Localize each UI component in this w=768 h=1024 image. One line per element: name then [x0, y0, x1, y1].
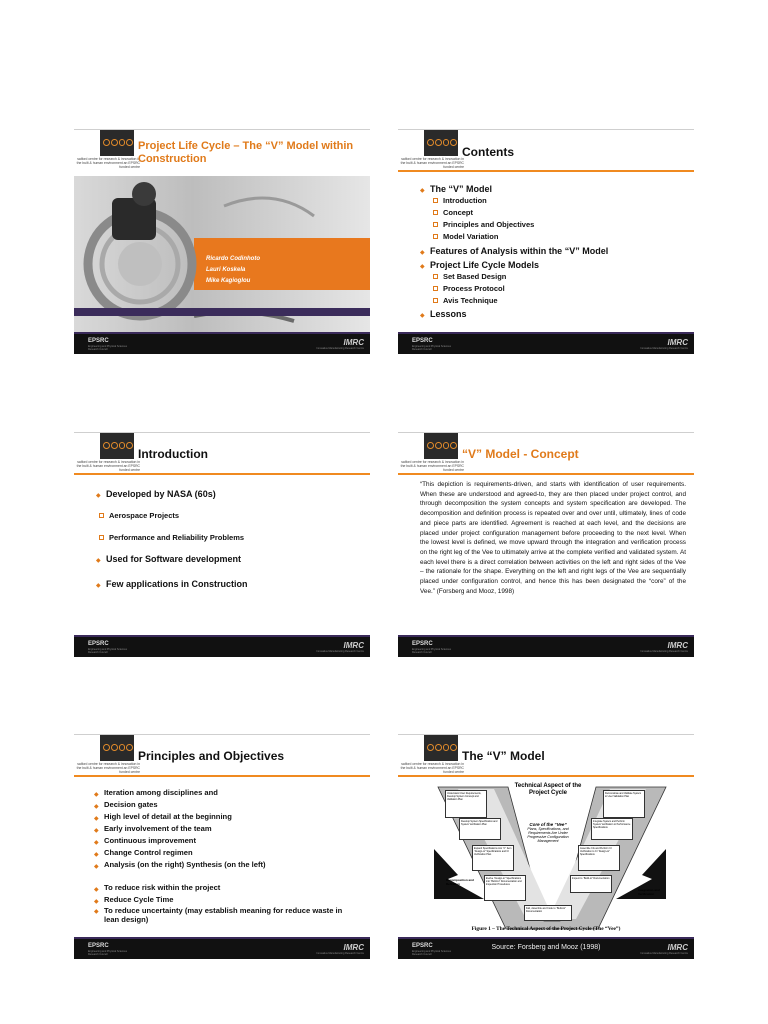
slide-footer	[74, 332, 370, 354]
sub-list-item: Set Based Design	[430, 271, 690, 283]
intro-list	[96, 488, 366, 590]
core-subtitle: Plans, Specifications, and Requirements Are Under Progressive Configuration Management	[527, 827, 569, 843]
list-item: ◆ Change Control regimen	[94, 847, 359, 859]
header-divider	[74, 775, 370, 777]
logo-text: salford centre for research & innovation in the built & human environment an EPSRC funded centre	[400, 157, 464, 169]
imrc-subtitle: Innovative Manufacturing Research Centre	[640, 347, 688, 350]
list-item: ◆ To reduce risk within the project	[94, 882, 359, 894]
list-item	[420, 308, 690, 320]
epsrc-logo: EPSRC	[412, 338, 433, 344]
sub-list-item: Concept	[430, 207, 690, 219]
author-name: Lauri Koskela	[206, 267, 246, 273]
core-label	[520, 823, 576, 843]
slide-footer	[74, 937, 370, 959]
list-item: ◆ Used for Software development	[96, 553, 366, 565]
list-item: ◆ Continuous improvement	[94, 835, 359, 847]
v-left-box: Evolve “Design-to” Specifications into “Build-to” Documentation and Inspection Procedures	[484, 875, 526, 901]
sub-list-item: Avis Technique	[430, 295, 690, 307]
slide-footer	[74, 635, 370, 657]
footer-divider	[398, 332, 694, 334]
list-item: ◆ Iteration among disciplines and	[94, 787, 359, 799]
slide-title-text: Project Life Cycle – The “V” Model within Construction	[138, 140, 354, 165]
slide-title-text: Principles and Objectives	[138, 749, 285, 763]
footer-divider	[74, 937, 370, 939]
bullet-list	[96, 553, 366, 590]
v-right-box: Integrate System and Perform System Verification to Performance Specifications	[591, 818, 633, 840]
imrc-subtitle: Innovative Manufacturing Research Centre	[316, 952, 364, 955]
quote-paragraph: “This depiction is requirements-driven, and starts with identification of user requirements. When these are understood and agreed-to, they are then placed under project control, and through decomposition the system concepts and system specification are developed. The decomposition and definition process is repeated over and over until, ultimately, lines of code and piece parts are identified. Agreement is reached at each level, and the decisions are placed under project configuration management before proceeding to the next level. When the lowest level is defined, we move upward through the integration and verification process on the right leg of the Vee to ultimately arrive at the complete verified and validated system. At each level there is a direct correlation between activities on the left and right sides of the Vee – the rationale for the shape. Everything on the left and right legs of the Vee are sequentially placed under configuration control, and hence this has been designated the “core” of the Vee.” (Forsberg and Mooz, 1998)	[420, 481, 686, 595]
header-divider	[398, 775, 694, 777]
list-item-label: Features of Analysis within the “V” Model	[430, 246, 609, 256]
footer-divider	[398, 635, 694, 637]
epsrc-subtitle: Engineering and Physical Sciences Research Council	[412, 648, 452, 654]
slide-contents	[398, 129, 694, 354]
logo-icon	[427, 744, 457, 751]
v-left-box: Expand Specifications into “C” Item “Design-to” Specifications and CI Verification Plan	[472, 845, 514, 871]
integration-label: Integration and Verification	[638, 888, 660, 896]
logo-text: salford centre for research & innovation in the built & human environment an EPSRC funded centre	[400, 762, 464, 774]
imrc-subtitle: Innovative Manufacturing Research Centre	[316, 650, 364, 653]
sub-list	[430, 195, 690, 243]
bullet-list	[96, 488, 366, 500]
author-name: Ricardo Codinhoto	[206, 256, 260, 262]
v-right-box: Assemble CIs and Perform CI Verification to CI “Design-to” Specifications	[578, 845, 620, 871]
epsrc-subtitle: Engineering and Physical Sciences Research Council	[412, 345, 452, 351]
logo-icon	[427, 139, 457, 146]
contents-list	[420, 183, 690, 320]
sub-list	[430, 271, 690, 307]
list-item	[420, 245, 690, 257]
footer-divider	[398, 937, 694, 939]
slide-footer	[398, 937, 694, 959]
v-right-box: Inspect to “Build-to” Documentation	[570, 875, 612, 893]
list-item: ◆ Reduce Cycle Time	[94, 894, 359, 906]
slide-concept	[398, 432, 694, 657]
list-item: ◆ Analysis (on the right) Synthesis (on the left)	[94, 859, 359, 871]
logo-text: salford centre for research & innovation in the built & human environment an EPSRC funded centre	[76, 460, 140, 472]
list-item: ◆ Early involvement of the team	[94, 823, 359, 835]
footer-divider	[74, 635, 370, 637]
epsrc-subtitle: Engineering and Physical Sciences Research Council	[88, 648, 128, 654]
slide-title-text: Introduction	[138, 447, 208, 461]
title-photo	[74, 176, 370, 332]
logo-text: salford centre for research & innovation in the built & human environment an EPSRC funded centre	[76, 762, 140, 774]
v-bottom-box: Fab, Assemble and Code to “Build-to” Documentation	[524, 905, 572, 921]
epsrc-logo: EPSRC	[88, 641, 109, 647]
list-item-label: The “V” Model	[430, 184, 493, 194]
slide-v-model	[398, 734, 694, 959]
imrc-logo: IMRC	[343, 641, 364, 650]
header-divider	[398, 170, 694, 172]
figure-caption: Figure 1 – The Technical Aspect of the Project Cycle (The “Vee”)	[471, 926, 621, 932]
core-title: Core of the “Vee”	[529, 822, 567, 827]
sub-list-item: Aerospace Projects	[96, 510, 366, 522]
epsrc-logo: EPSRC	[412, 641, 433, 647]
slide-principles	[74, 734, 370, 959]
sub-list-item: Introduction	[430, 195, 690, 207]
list-item: ◆ Few applications in Construction	[96, 578, 366, 590]
logo-text: salford centre for research & innovation in the built & human environment an EPSRC funded centre	[400, 460, 464, 472]
slide-header	[398, 735, 694, 785]
sub-list	[96, 510, 366, 544]
diagram-title: Technical Aspect of the Project Cycle	[514, 783, 582, 796]
sub-list-item: Model Variation	[430, 231, 690, 243]
epsrc-subtitle: Engineering and Physical Sciences Research Council	[88, 345, 128, 351]
objectives-list	[94, 882, 359, 924]
sub-list-item: Performance and Reliability Problems	[96, 532, 366, 544]
v-right-box: Demonstrate and Validate System to User Validation Plan	[603, 790, 645, 818]
logo-icon	[427, 442, 457, 449]
list-item: ◆ High level of detail at the beginning	[94, 811, 359, 823]
imrc-subtitle: Innovative Manufacturing Research Centre	[316, 347, 364, 350]
imrc-logo: IMRC	[667, 641, 688, 650]
author-list	[206, 254, 260, 287]
v-left-box: Understand User Requirements, Develop System Concept and Validation Plan	[445, 790, 487, 818]
imrc-logo: IMRC	[343, 338, 364, 347]
logo-icon	[103, 139, 133, 146]
epsrc-subtitle: Engineering and Physical Sciences Research Council	[412, 950, 452, 956]
list-item	[420, 259, 690, 307]
slide-footer	[398, 635, 694, 657]
logo-icon	[103, 744, 133, 751]
logo-text: salford centre for research & innovation in the built & human environment an EPSRC funded centre	[76, 157, 140, 169]
sub-list-item: Principles and Objectives	[430, 219, 690, 231]
list-item: ◆ Decision gates	[94, 799, 359, 811]
slide-title	[74, 129, 370, 354]
decomposition-label: Decomposition and Definition	[446, 878, 474, 886]
epsrc-logo: EPSRC	[88, 338, 109, 344]
imrc-subtitle: Innovative Manufacturing Research Centre	[640, 952, 688, 955]
list-item	[420, 183, 690, 243]
imrc-logo: IMRC	[667, 943, 688, 952]
header-divider	[398, 473, 694, 475]
source-note: Source: Forsberg and Mooz (1998)	[491, 944, 601, 951]
list-item: ◆ To reduce uncertainty (may establish meaning for reduce waste in lean design)	[94, 906, 359, 924]
slide-introduction	[74, 432, 370, 657]
v-left-box: Develop System Specification and System Verification Plan	[459, 818, 501, 840]
list-item-label: Lessons	[430, 309, 467, 319]
author-name: Mike Kagioglou	[206, 278, 251, 284]
imrc-logo: IMRC	[343, 943, 364, 952]
header-divider	[74, 473, 370, 475]
slide-title-text: “V” Model - Concept	[462, 447, 579, 461]
epsrc-subtitle: Engineering and Physical Sciences Research Council	[88, 950, 128, 956]
slide-header	[74, 433, 370, 483]
imrc-logo: IMRC	[667, 338, 688, 347]
imrc-subtitle: Innovative Manufacturing Research Centre	[640, 650, 688, 653]
slide-header	[398, 130, 694, 180]
epsrc-logo: EPSRC	[88, 943, 109, 949]
principles-list	[94, 787, 359, 871]
sub-list-item: Process Protocol	[430, 283, 690, 295]
slide-title-text: Contents	[462, 145, 514, 159]
epsrc-logo: EPSRC	[412, 943, 433, 949]
slide-title-text: The “V” Model	[462, 749, 545, 763]
logo-icon	[103, 442, 133, 449]
slide-footer	[398, 332, 694, 354]
list-item-label: Project Life Cycle Models	[430, 260, 540, 270]
list-item: ◆ Developed by NASA (60s)	[96, 488, 366, 500]
footer-divider	[74, 332, 370, 334]
